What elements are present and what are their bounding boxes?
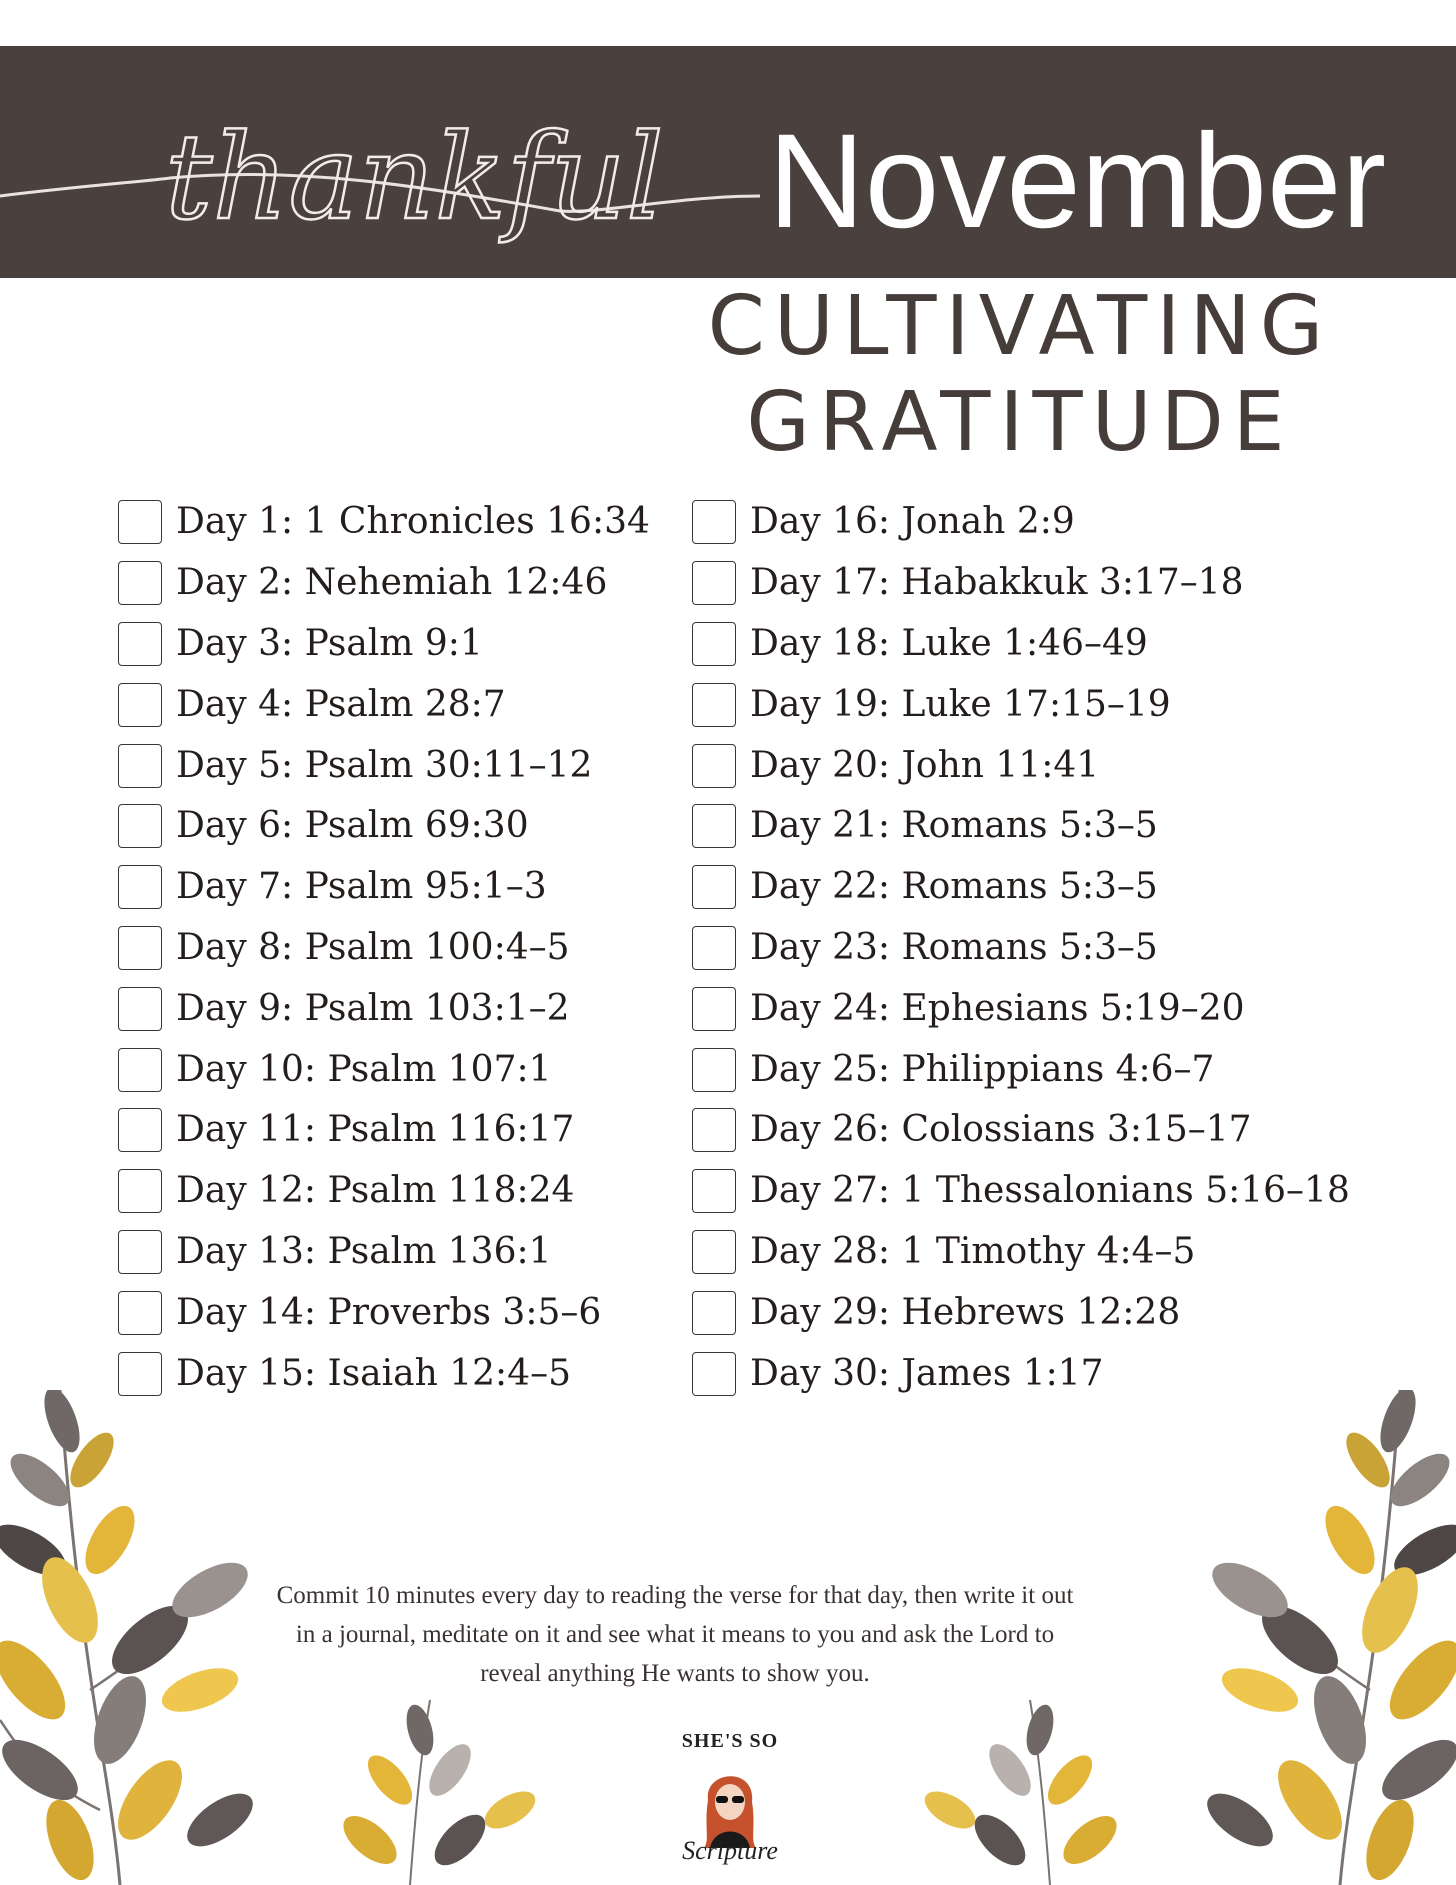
checklist-left-column — [118, 492, 650, 1404]
checkbox[interactable] — [692, 1048, 736, 1092]
checklist-item-label: Day 4: Psalm 28:7 — [176, 683, 506, 725]
checkbox[interactable] — [118, 987, 162, 1031]
checklist-item-label: Day 20: John 11:41 — [750, 744, 1100, 786]
checklist-item[interactable] — [118, 796, 650, 857]
checklist-item[interactable] — [118, 614, 650, 675]
checkbox[interactable] — [692, 865, 736, 909]
checklist-item-label: Day 23: Romans 5:3–5 — [750, 926, 1158, 968]
checkbox[interactable] — [118, 926, 162, 970]
checklist-item-label: Day 16: Jonah 2:9 — [750, 501, 1075, 543]
checkbox[interactable] — [692, 1352, 736, 1396]
checkbox[interactable] — [692, 1169, 736, 1213]
checklist-item[interactable] — [118, 735, 650, 796]
checklist-item-label: Day 24: Ephesians 5:19–20 — [750, 987, 1245, 1029]
checklist-item-label: Day 29: Hebrews 12:28 — [750, 1291, 1181, 1333]
checklist-item-label: Day 25: Philippians 4:6–7 — [750, 1048, 1215, 1090]
checklist-item-label: Day 7: Psalm 95:1–3 — [176, 866, 547, 908]
checklist-item[interactable] — [118, 553, 650, 614]
checklist-item[interactable] — [692, 674, 1350, 735]
checklist-item-label: Day 21: Romans 5:3–5 — [750, 805, 1158, 847]
checklist-item-label: Day 19: Luke 17:15–19 — [750, 683, 1171, 725]
instructions-text — [200, 1576, 1150, 1693]
checkbox[interactable] — [692, 926, 736, 970]
checklist-item[interactable] — [692, 857, 1350, 918]
checkbox[interactable] — [692, 622, 736, 666]
checkbox[interactable] — [118, 1169, 162, 1213]
instructions-line-3: reveal anything He wants to show you. — [480, 1660, 870, 1687]
checkbox[interactable] — [118, 622, 162, 666]
checklist-item[interactable] — [118, 492, 650, 553]
checklist-item-label: Day 1: 1 Chronicles 16:34 — [176, 501, 650, 543]
checkbox[interactable] — [118, 1352, 162, 1396]
checklist-item-label: Day 15: Isaiah 12:4–5 — [176, 1352, 571, 1394]
checkbox[interactable] — [692, 1291, 736, 1335]
subtitle-line-1: CULTIVATING — [707, 279, 1333, 374]
checkbox[interactable] — [118, 1291, 162, 1335]
checklist-item[interactable] — [118, 674, 650, 735]
subtitle-line-2: GRATITUDE — [746, 375, 1294, 470]
checklist-right-column — [692, 492, 1350, 1404]
checkbox[interactable] — [118, 500, 162, 544]
checklist-item[interactable] — [692, 735, 1350, 796]
checkbox[interactable] — [118, 1048, 162, 1092]
checklist-item[interactable] — [692, 796, 1350, 857]
logo-top-text: SHE'S SO — [681, 1730, 779, 1752]
checkbox[interactable] — [118, 865, 162, 909]
checklist-item[interactable] — [118, 857, 650, 918]
checklist-item[interactable] — [692, 614, 1350, 675]
checkbox[interactable] — [692, 561, 736, 605]
checklist-item[interactable] — [118, 1282, 650, 1343]
checklist-item-label: Day 2: Nehemiah 12:46 — [176, 562, 608, 604]
checklist-item-label: Day 12: Psalm 118:24 — [176, 1170, 575, 1212]
checklist-item-label: Day 18: Luke 1:46–49 — [750, 622, 1148, 664]
checklist-item-label: Day 10: Psalm 107:1 — [176, 1048, 552, 1090]
checklist-item[interactable] — [118, 978, 650, 1039]
thankful-script-lettering — [0, 46, 780, 278]
checkbox[interactable] — [692, 804, 736, 848]
checklist-item[interactable] — [692, 1222, 1350, 1283]
checklist-item-label: Day 5: Psalm 30:11–12 — [176, 744, 593, 786]
checklist-item[interactable] — [118, 1100, 650, 1161]
checklist-item-label: Day 30: James 1:17 — [750, 1352, 1104, 1394]
shes-so-scripture-logo — [660, 1730, 800, 1880]
checkbox[interactable] — [118, 561, 162, 605]
checkbox[interactable] — [692, 987, 736, 1031]
checklist-item-label: Day 26: Colossians 3:15–17 — [750, 1109, 1252, 1151]
checklist-item-label: Day 13: Psalm 136:1 — [176, 1230, 552, 1272]
checklist-item[interactable] — [118, 1161, 650, 1222]
checklist-item[interactable] — [692, 492, 1350, 553]
checklist-item-label: Day 27: 1 Thessalonians 5:16–18 — [750, 1170, 1350, 1212]
checkbox[interactable] — [692, 744, 736, 788]
checklist-item[interactable] — [692, 553, 1350, 614]
checkbox[interactable] — [118, 1108, 162, 1152]
checklist-item-label: Day 28: 1 Timothy 4:4–5 — [750, 1230, 1196, 1272]
instructions-line-1: Commit 10 minutes every day to reading the verse for that day, then write it out — [276, 1582, 1074, 1609]
checklist-item[interactable] — [118, 918, 650, 979]
checkbox[interactable] — [692, 1230, 736, 1274]
checklist-item[interactable] — [692, 1100, 1350, 1161]
logo-bottom-text: Scripture — [682, 1836, 778, 1865]
autumn-leaves-right-decoration — [1180, 1390, 1456, 1885]
checkbox[interactable] — [118, 744, 162, 788]
checklist-item[interactable] — [692, 1161, 1350, 1222]
checklist-item-label: Day 8: Psalm 100:4–5 — [176, 926, 570, 968]
checklist-item-label: Day 6: Psalm 69:30 — [176, 805, 529, 847]
checklist-item-label: Day 3: Psalm 9:1 — [176, 622, 483, 664]
thankful-script-text: thankful — [165, 108, 664, 246]
checklist-item-label: Day 11: Psalm 116:17 — [176, 1109, 575, 1151]
checkbox[interactable] — [692, 500, 736, 544]
checklist-item-label: Day 17: Habakkuk 3:17–18 — [750, 562, 1244, 604]
checklist-item[interactable] — [692, 918, 1350, 979]
instructions-line-2: in a journal, meditate on it and see what it means to you and ask the Lord to — [295, 1621, 1055, 1648]
header-banner — [0, 46, 1456, 278]
autumn-leaves-bottom-left-decoration — [320, 1700, 540, 1885]
checklist-item-label: Day 14: Proverbs 3:5–6 — [176, 1291, 602, 1333]
checkbox[interactable] — [692, 683, 736, 727]
checklist-item[interactable] — [118, 1039, 650, 1100]
checklist-item-label: Day 9: Psalm 103:1–2 — [176, 987, 570, 1029]
checklist-item[interactable] — [118, 1222, 650, 1283]
checkbox[interactable] — [692, 1108, 736, 1152]
checkbox[interactable] — [118, 804, 162, 848]
month-title: November — [768, 107, 1387, 256]
checklist-item[interactable] — [692, 1039, 1350, 1100]
checkbox[interactable] — [118, 1230, 162, 1274]
checkbox[interactable] — [118, 683, 162, 727]
checklist-item[interactable] — [692, 1282, 1350, 1343]
autumn-leaves-bottom-right-decoration — [920, 1700, 1140, 1885]
checklist-item[interactable] — [692, 978, 1350, 1039]
checklist-item-label: Day 22: Romans 5:3–5 — [750, 866, 1158, 908]
